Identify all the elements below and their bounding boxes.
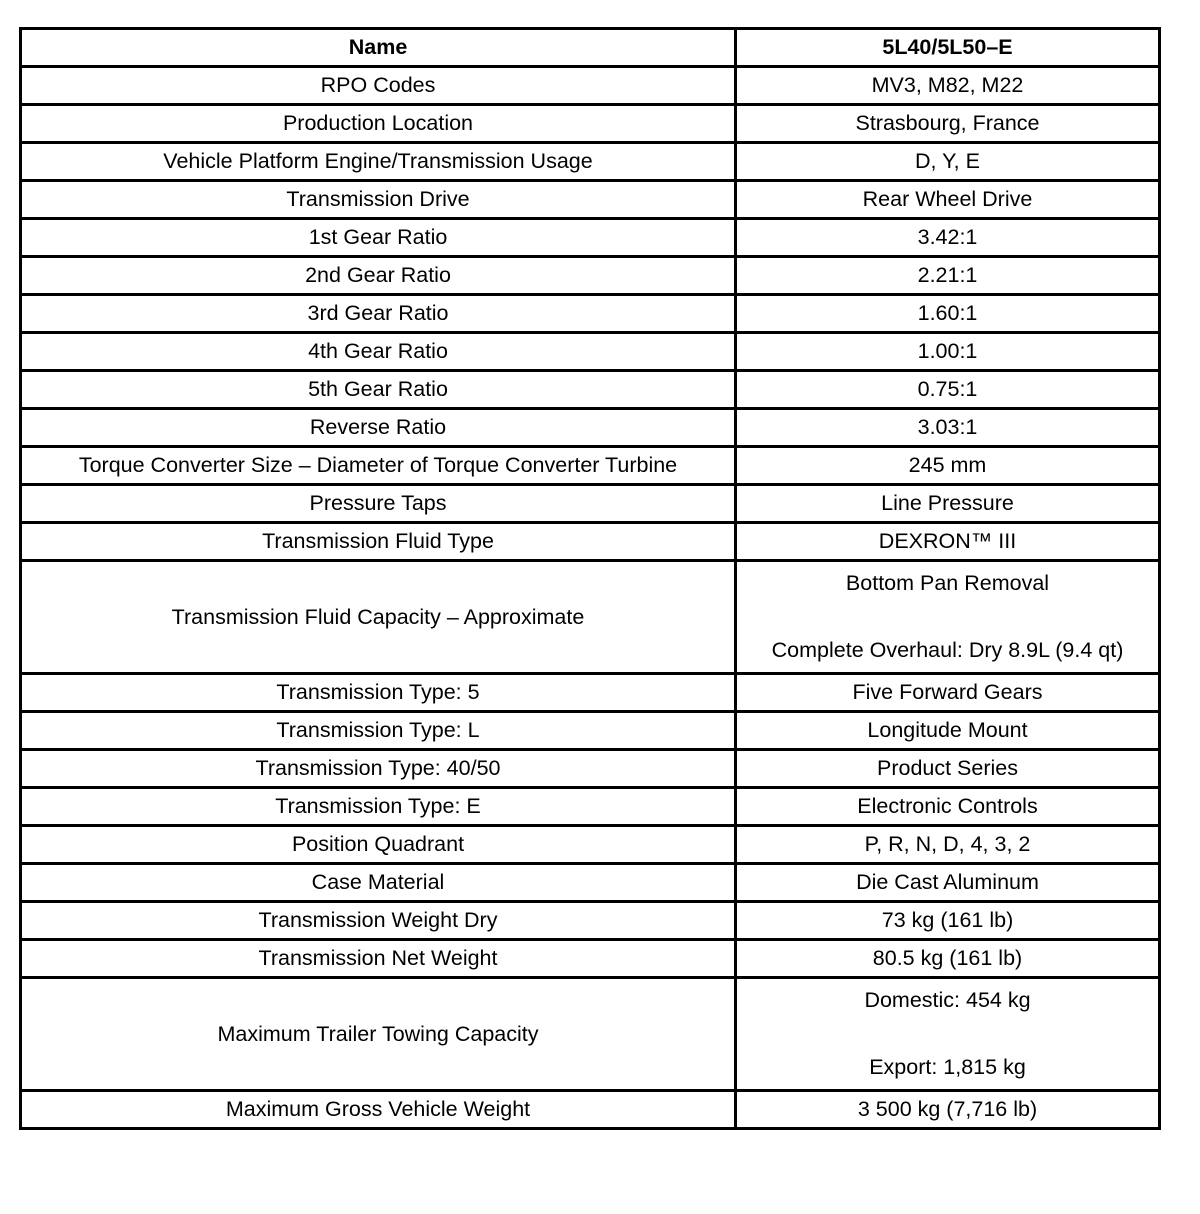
row-value: Line Pressure [736, 485, 1160, 523]
table-row [21, 750, 1160, 788]
row-value: Strasbourg, France [736, 105, 1160, 143]
row-value: 73 kg (161 lb) [736, 902, 1160, 940]
row-value: MV3, M82, M22 [736, 67, 1160, 105]
table-row [21, 219, 1160, 257]
row-label: Transmission Type: 40/50 [21, 750, 736, 788]
table-row [21, 902, 1160, 940]
table-row [21, 67, 1160, 105]
table-row [21, 447, 1160, 485]
table-row [21, 712, 1160, 750]
row-label: RPO Codes [21, 67, 736, 105]
row-value: 3.42:1 [736, 219, 1160, 257]
row-label: Position Quadrant [21, 826, 736, 864]
row-label: Production Location [21, 105, 736, 143]
row-value: Electronic Controls [736, 788, 1160, 826]
table-row [21, 143, 1160, 181]
row-value [736, 978, 1160, 1091]
row-value: D, Y, E [736, 143, 1160, 181]
row-label: Transmission Fluid Type [21, 523, 736, 561]
row-value-line: Complete Overhaul: Dry 8.9L (9.4 qt) [771, 638, 1124, 662]
row-value: 245 mm [736, 447, 1160, 485]
table-row [21, 181, 1160, 219]
row-label: Transmission Fluid Capacity – Approximate [21, 561, 736, 674]
row-label: 1st Gear Ratio [21, 219, 736, 257]
table-row [21, 788, 1160, 826]
header-value-cell: 5L40/5L50–E [736, 29, 1160, 67]
row-value: Five Forward Gears [736, 674, 1160, 712]
row-label: 4th Gear Ratio [21, 333, 736, 371]
row-label: Pressure Taps [21, 485, 736, 523]
table-row [21, 105, 1160, 143]
row-label: Transmission Type: E [21, 788, 736, 826]
row-value: Rear Wheel Drive [736, 181, 1160, 219]
table-row [21, 978, 1160, 1091]
table-header-row [21, 29, 1160, 67]
row-label: Case Material [21, 864, 736, 902]
row-label: Reverse Ratio [21, 409, 736, 447]
table-row [21, 523, 1160, 561]
row-value: 0.75:1 [736, 371, 1160, 409]
row-value: P, R, N, D, 4, 3, 2 [736, 826, 1160, 864]
table-row [21, 940, 1160, 978]
row-label: Transmission Weight Dry [21, 902, 736, 940]
table-row [21, 371, 1160, 409]
row-label: 5th Gear Ratio [21, 371, 736, 409]
row-value: 1.60:1 [736, 295, 1160, 333]
table-row [21, 1091, 1160, 1129]
row-label: Maximum Gross Vehicle Weight [21, 1091, 736, 1129]
table-row [21, 257, 1160, 295]
row-label: Torque Converter Size – Diameter of Torque Converter Turbine [21, 447, 736, 485]
table-row [21, 333, 1160, 371]
row-label: 2nd Gear Ratio [21, 257, 736, 295]
row-value: Product Series [736, 750, 1160, 788]
row-label: Transmission Type: L [21, 712, 736, 750]
spec-table [19, 27, 1161, 1130]
row-label: Transmission Type: 5 [21, 674, 736, 712]
row-label: 3rd Gear Ratio [21, 295, 736, 333]
row-value: 3.03:1 [736, 409, 1160, 447]
row-value: 3 500 kg (7,716 lb) [736, 1091, 1160, 1129]
table-row [21, 826, 1160, 864]
table-row [21, 295, 1160, 333]
row-value: 80.5 kg (161 lb) [736, 940, 1160, 978]
row-value-line: Domestic: 454 kg [864, 988, 1031, 1012]
row-value: DEXRON™ III [736, 523, 1160, 561]
table-row [21, 561, 1160, 674]
table-row [21, 485, 1160, 523]
header-name-cell: Name [21, 29, 736, 67]
row-label: Maximum Trailer Towing Capacity [21, 978, 736, 1091]
row-label: Vehicle Platform Engine/Transmission Usage [21, 143, 736, 181]
table-row [21, 409, 1160, 447]
row-value-line: Export: 1,815 kg [869, 1055, 1026, 1079]
row-value: 1.00:1 [736, 333, 1160, 371]
row-value-line: Bottom Pan Removal [845, 571, 1050, 595]
row-value: Die Cast Aluminum [736, 864, 1160, 902]
row-label: Transmission Net Weight [21, 940, 736, 978]
table-row [21, 864, 1160, 902]
row-value: Longitude Mount [736, 712, 1160, 750]
row-value: 2.21:1 [736, 257, 1160, 295]
table-row [21, 674, 1160, 712]
row-value [736, 561, 1160, 674]
row-label: Transmission Drive [21, 181, 736, 219]
